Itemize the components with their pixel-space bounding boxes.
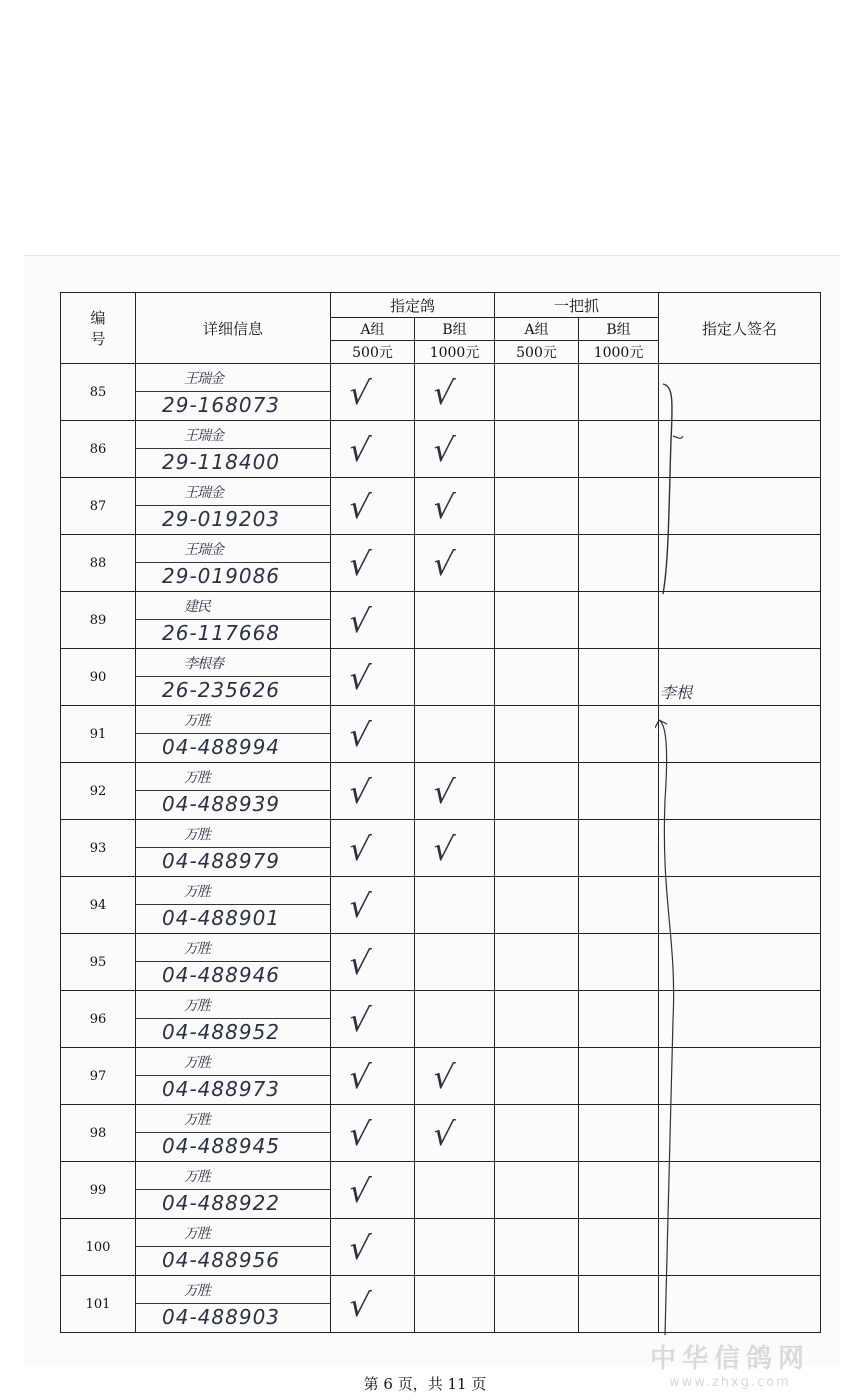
row-number: 97	[61, 1048, 136, 1105]
row-number: 93	[61, 820, 136, 877]
row-detail	[136, 1162, 331, 1219]
row-detail	[136, 820, 331, 877]
designated-b-check	[410, 1219, 498, 1276]
owner-name: 万胜	[136, 877, 330, 905]
designated-b-check: √	[410, 535, 498, 592]
row-detail	[136, 478, 331, 535]
designated-a-check: √	[326, 649, 418, 706]
table-row	[61, 877, 821, 934]
onegrab-a-cell	[495, 877, 579, 934]
designated-b-check	[410, 649, 498, 706]
ring-number: 04-488901	[162, 906, 281, 930]
table-row	[61, 1276, 821, 1333]
row-detail	[136, 706, 331, 763]
designated-a-check: √	[326, 1105, 418, 1162]
owner-name: 万胜	[136, 1276, 330, 1304]
row-number: 88	[61, 535, 136, 592]
designated-b-check	[410, 592, 498, 649]
designated-b-check	[410, 934, 498, 991]
row-number: 91	[61, 706, 136, 763]
owner-name: 建民	[136, 592, 330, 620]
ring-number: 04-488939	[162, 792, 281, 816]
table-row	[61, 478, 821, 535]
onegrab-a-cell	[495, 1276, 579, 1333]
onegrab-a-cell	[495, 649, 579, 706]
table-row	[61, 991, 821, 1048]
onegrab-b-cell	[579, 421, 659, 478]
ring-number: 29-118400	[162, 450, 281, 474]
designated-b-check: √	[410, 820, 498, 877]
ring-number: 29-019203	[162, 507, 281, 531]
onegrab-b-cell	[579, 820, 659, 877]
table-row	[61, 364, 821, 421]
owner-name: 万胜	[136, 1048, 330, 1076]
designated-a-check: √	[326, 592, 418, 649]
owner-name: 王瑞金	[136, 478, 330, 506]
owner-name: 李根春	[136, 649, 330, 677]
row-detail	[136, 649, 331, 706]
row-detail	[136, 763, 331, 820]
header-number-char1: 编	[90, 309, 106, 327]
onegrab-b-cell	[579, 877, 659, 934]
designated-a-check: √	[326, 877, 418, 934]
ring-number: 04-488952	[162, 1020, 281, 1044]
row-number: 87	[61, 478, 136, 535]
header-designated-a: A组	[331, 318, 415, 341]
onegrab-b-cell	[579, 934, 659, 991]
onegrab-b-cell	[579, 478, 659, 535]
onegrab-b-cell	[579, 706, 659, 763]
owner-name: 王瑞金	[136, 535, 330, 563]
row-detail	[136, 877, 331, 934]
designated-b-check: √	[410, 478, 498, 535]
table-row	[61, 421, 821, 478]
table-row	[61, 535, 821, 592]
onegrab-a-cell	[495, 991, 579, 1048]
owner-name: 王瑞金	[136, 421, 330, 449]
row-detail	[136, 1105, 331, 1162]
table-row	[61, 934, 821, 991]
designated-b-check	[410, 1276, 498, 1333]
onegrab-a-cell	[495, 364, 579, 421]
ring-number: 04-488946	[162, 963, 281, 987]
header-designated-b-amount: 1000元	[415, 341, 495, 364]
ring-number: 04-488973	[162, 1077, 281, 1101]
row-number: 85	[61, 364, 136, 421]
designated-a-check: √	[326, 934, 418, 991]
owner-name: 万胜	[136, 1219, 330, 1247]
row-number: 96	[61, 991, 136, 1048]
signature-handwriting: 李根	[660, 683, 693, 702]
ring-number: 04-488979	[162, 849, 281, 873]
page-footer: 第 6 页，共 11 页	[363, 1375, 487, 1393]
designated-b-check: √	[410, 1048, 498, 1105]
row-number: 95	[61, 934, 136, 991]
row-number: 92	[61, 763, 136, 820]
onegrab-b-cell	[579, 1105, 659, 1162]
row-number: 101	[61, 1276, 136, 1333]
designated-a-check: √	[326, 763, 418, 820]
designated-b-check: √	[410, 364, 498, 421]
designated-b-check	[410, 706, 498, 763]
owner-name: 万胜	[136, 763, 330, 791]
onegrab-a-cell	[495, 1105, 579, 1162]
onegrab-b-cell	[579, 991, 659, 1048]
onegrab-a-cell	[495, 535, 579, 592]
header-onegrab-b-amount: 1000元	[579, 341, 659, 364]
header-designated-b: B组	[415, 318, 495, 341]
ring-number: 26-117668	[162, 621, 281, 645]
onegrab-b-cell	[579, 649, 659, 706]
row-detail	[136, 1219, 331, 1276]
designated-a-check: √	[326, 1276, 418, 1333]
row-number: 94	[61, 877, 136, 934]
onegrab-b-cell	[579, 1162, 659, 1219]
row-detail	[136, 1276, 331, 1333]
watermark-title: 中华信鸽网	[649, 1344, 810, 1374]
table-row	[61, 1162, 821, 1219]
onegrab-a-cell	[495, 478, 579, 535]
row-detail	[136, 1048, 331, 1105]
ring-number: 29-168073	[162, 393, 281, 417]
designated-b-check	[410, 991, 498, 1048]
onegrab-b-cell	[579, 1276, 659, 1333]
header-onegrab: 一把抓	[495, 293, 659, 318]
ring-number: 04-488945	[162, 1134, 281, 1158]
designated-a-check: √	[326, 1219, 418, 1276]
table-row	[61, 1048, 821, 1105]
owner-name: 万胜	[136, 820, 330, 848]
designated-a-check: √	[326, 820, 418, 877]
table-row	[61, 649, 821, 706]
signature-brace-drawing	[655, 380, 695, 1340]
onegrab-b-cell	[579, 364, 659, 421]
owner-name: 万胜	[136, 706, 330, 734]
table-row	[61, 1105, 821, 1162]
row-detail	[136, 535, 331, 592]
row-number: 98	[61, 1105, 136, 1162]
ring-number: 04-488956	[162, 1248, 281, 1272]
onegrab-a-cell	[495, 706, 579, 763]
designated-a-check: √	[326, 706, 418, 763]
row-detail	[136, 592, 331, 649]
owner-name: 万胜	[136, 1162, 330, 1190]
onegrab-b-cell	[579, 763, 659, 820]
onegrab-a-cell	[495, 763, 579, 820]
designated-b-check	[410, 877, 498, 934]
owner-name: 万胜	[136, 1105, 330, 1133]
header-onegrab-a-amount: 500元	[495, 341, 579, 364]
header-onegrab-b: B组	[579, 318, 659, 341]
onegrab-b-cell	[579, 1048, 659, 1105]
onegrab-a-cell	[495, 934, 579, 991]
ring-number: 04-488903	[162, 1305, 281, 1329]
onegrab-a-cell	[495, 592, 579, 649]
row-number: 100	[61, 1219, 136, 1276]
table-row	[61, 706, 821, 763]
onegrab-a-cell	[495, 1162, 579, 1219]
registration-table	[60, 292, 821, 1333]
table-row	[61, 763, 821, 820]
designated-b-check: √	[410, 421, 498, 478]
ring-number: 26-235626	[162, 678, 281, 702]
header-detail: 详细信息	[136, 293, 331, 364]
designated-b-check: √	[410, 763, 498, 820]
onegrab-a-cell	[495, 820, 579, 877]
designated-a-check: √	[326, 478, 418, 535]
owner-name: 万胜	[136, 934, 330, 962]
table-body	[61, 364, 821, 1333]
header-number	[61, 293, 136, 364]
ring-number: 29-019086	[162, 564, 281, 588]
ring-number: 04-488922	[162, 1191, 281, 1215]
site-watermark	[650, 1338, 810, 1390]
row-detail	[136, 364, 331, 421]
row-number: 99	[61, 1162, 136, 1219]
designated-b-check: √	[410, 1105, 498, 1162]
onegrab-a-cell	[495, 421, 579, 478]
designated-b-check	[410, 1162, 498, 1219]
designated-a-check: √	[326, 421, 418, 478]
onegrab-a-cell	[495, 1219, 579, 1276]
table-row	[61, 592, 821, 649]
header-designated-a-amount: 500元	[331, 341, 415, 364]
onegrab-b-cell	[579, 1219, 659, 1276]
row-detail	[136, 991, 331, 1048]
header-onegrab-a: A组	[495, 318, 579, 341]
designated-a-check: √	[326, 535, 418, 592]
designated-a-check: √	[326, 991, 418, 1048]
header-number-char2: 号	[90, 330, 106, 348]
owner-name: 万胜	[136, 991, 330, 1019]
table-row	[61, 1219, 821, 1276]
row-detail	[136, 421, 331, 478]
designated-a-check: √	[326, 364, 418, 421]
owner-name: 王瑞金	[136, 364, 330, 392]
onegrab-b-cell	[579, 535, 659, 592]
onegrab-b-cell	[579, 592, 659, 649]
ring-number: 04-488994	[162, 735, 281, 759]
designated-a-check: √	[326, 1048, 418, 1105]
header-signature: 指定人签名	[659, 293, 821, 364]
header-designated: 指定鸽	[331, 293, 495, 318]
row-detail	[136, 934, 331, 991]
row-number: 86	[61, 421, 136, 478]
table-row	[61, 820, 821, 877]
row-number: 90	[61, 649, 136, 706]
row-number: 89	[61, 592, 136, 649]
designated-a-check: √	[326, 1162, 418, 1219]
onegrab-a-cell	[495, 1048, 579, 1105]
watermark-url: www.zhxg.com	[669, 1375, 791, 1390]
